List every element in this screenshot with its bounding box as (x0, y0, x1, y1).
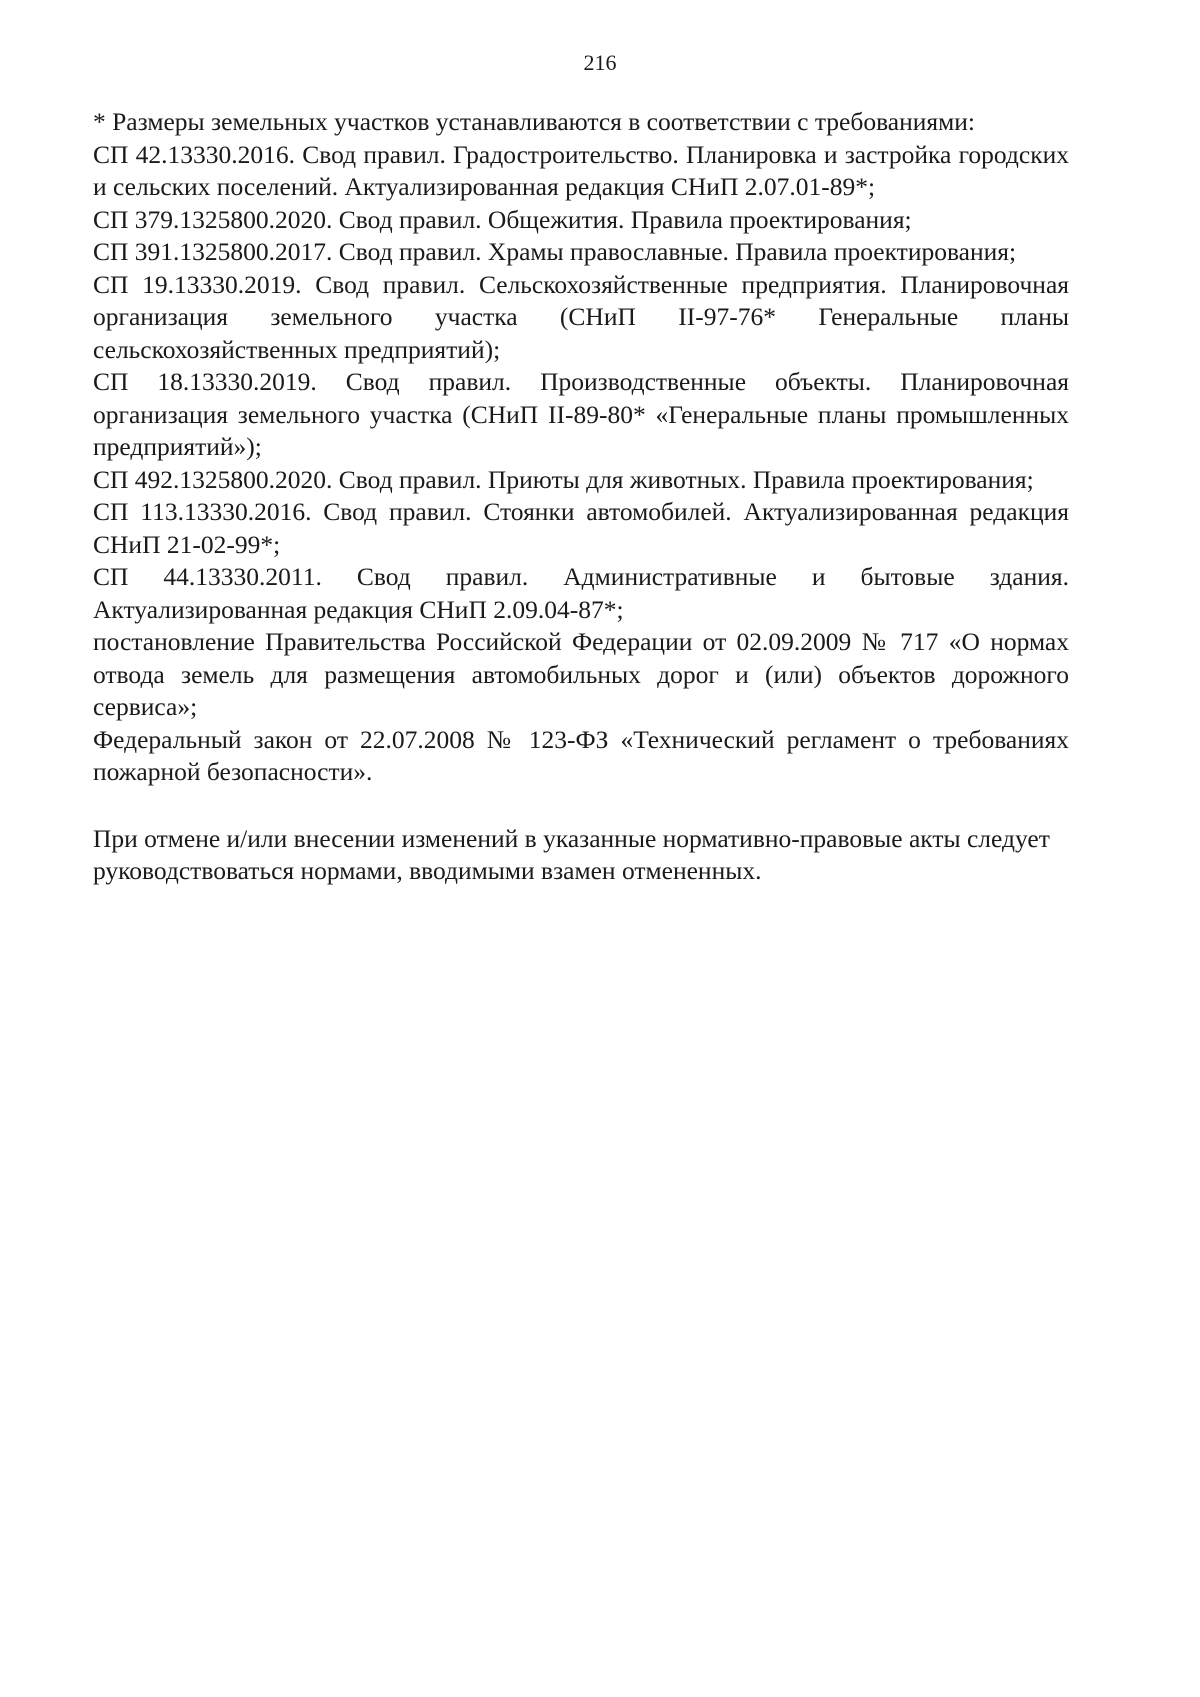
regulation-item: СП 42.13330.2016. Свод правил. Градостроительство. Планировка и застройка городских и сельских поселений. Актуализированная редакция СНиП 2.07.01-89*; (93, 139, 1069, 201)
regulation-item: СП 19.13330.2019. Свод правил. Сельскохозяйственные предприятия. Планировочная организация земельного участка (СНиП II-97-76* Генеральные планы сельскохозяйственных предприятий); (93, 269, 1069, 364)
regulation-item: СП 391.1325800.2017. Свод правил. Храмы православные. Правила проектирования; (93, 237, 1017, 266)
closing-paragraph: При отмене и/или внесении изменений в указанные нормативно-правовые акты следует руководствоваться нормами, вводимыми взамен отмененных. (93, 823, 1050, 885)
regulation-item: постановление Правительства Российской Федерации от 02.09.2009 № 717 «О нормах отвода земель для размещения автомобильных дорог и (или) объектов дорожного сервиса»; (93, 627, 1069, 721)
regulation-item: СП 113.13330.2016. Свод правил. Стоянки автомобилей. Актуализированная редакция СНиП 21-02-99*; (93, 497, 1069, 559)
page-number: 216 (583, 50, 617, 75)
regulation-item: СП 18.13330.2019. Свод правил. Производственные объекты. Планировочная организация земельного участка (СНиП II-89-80* «Генеральные планы промышленных предприятий»); (93, 367, 1069, 461)
regulation-item: СП 379.1325800.2020. Свод правил. Общежития. Правила проектирования; (93, 204, 912, 234)
regulation-item: СП 44.13330.2011. Свод правил. Административные и бытовые здания. Актуализированная редакция СНиП 2.09.04-87*; (93, 562, 1069, 624)
regulation-item: Федеральный закон от 22.07.2008 № 123-ФЗ «Технический регламент о требованиях пожарной безопасности». (93, 724, 1069, 786)
footnote-intro: * Размеры земельных участков устанавливаются в соответствии с требованиями: (93, 107, 975, 136)
regulation-item: СП 492.1325800.2020. Свод правил. Приюты для животных. Правила проектирования; (93, 464, 1034, 494)
document-body (93, 106, 1069, 888)
